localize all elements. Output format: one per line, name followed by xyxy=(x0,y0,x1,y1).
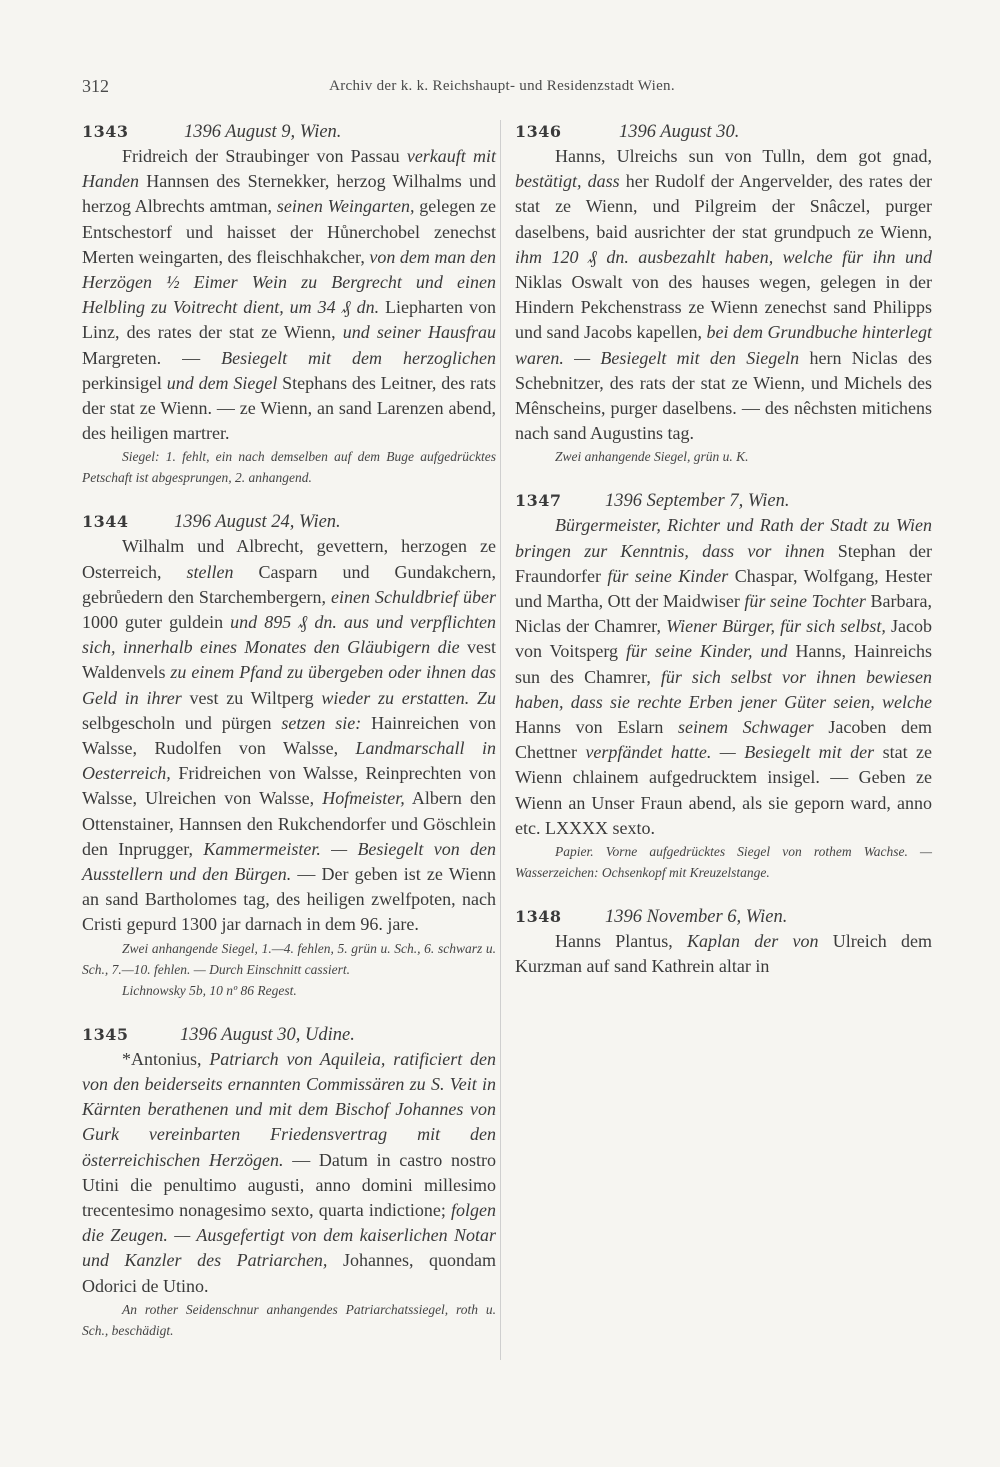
entry-date: 1396 August 30. xyxy=(619,122,740,142)
entry-number: 1345 xyxy=(82,1024,129,1044)
entry-heading xyxy=(82,120,496,144)
italic-run: von dem man den Herzögen ½ Eimer Wein zu Bergrecht und einen Helbling zu Voitrecht dient, um 34 ₰ dn. xyxy=(82,246,497,318)
italic-run: und dem Siegel xyxy=(166,372,278,393)
text-run: Chaspar, Wolfgang, Hester und Martha, Ott der Maidwiser xyxy=(515,565,933,612)
text-run: vest Waldenvels xyxy=(82,637,496,683)
italic-run: stellen xyxy=(186,561,234,582)
text-run: Liepharten von Linz, des rates der stat ze Wienn, xyxy=(82,297,496,343)
italic-run: wieder zu erstatten. Zu xyxy=(321,687,497,708)
entry-date: 1396 August 9, Wien. xyxy=(184,122,342,142)
text-run: selbgescholn und pürgen xyxy=(82,712,282,733)
italic-run: zu einem Pfand zu übergeben oder ihnen das Geld in ihrer xyxy=(82,662,496,708)
text-run: Albern den Ottenstainer, Hannsen den Rukchendorfer und Göschlein den Inprugger, xyxy=(82,788,496,859)
entry-text xyxy=(515,929,932,979)
entry-number: 1347 xyxy=(515,491,562,511)
italic-run: ihm 120 ₰ dn. ausbezahlt haben, welche für ihn und xyxy=(515,246,932,267)
italic-run: Patriarch von Aquileia, ratificiert den von den beiderseits ernannten Commissären zu S. Veit in Kärnten berathenen und mit dem Bischof Johannes von Gurk vereinbarten Friedensvertrag mit den österreichischen Herzögen. xyxy=(82,1048,496,1170)
entry-text xyxy=(82,144,496,446)
entry-number: 1348 xyxy=(515,907,562,927)
left-column xyxy=(82,120,496,1341)
text-run: Fridreich der Straubinger von Passau xyxy=(122,146,407,166)
text-run: hern Niclas des Schebnitzer, des rats der stat ze Wienn, und Michels des Mênscheins, purger daselbens. — des nêchsten mitichens nach sand Augustins tag. xyxy=(515,347,932,444)
italic-run: folgen die Zeugen. — Ausgefertigt von dem kaiserlichen Notar und Kanzler des Patriarchen, xyxy=(82,1199,496,1271)
italic-run: verkauft mit Handen xyxy=(82,146,496,192)
text-run: stat ze Wienn chlainem aufgedrucktem insigel. — Geben ze Wienn an Unser Fraun abend, als sie geporn ward, anno etc. LXXXX sexto. xyxy=(515,742,932,838)
page-number: 312 xyxy=(82,76,109,96)
entry-1343 xyxy=(82,120,496,488)
running-title: Archiv der k. k. Reichshaupt- und Residenzstadt Wien. xyxy=(329,78,675,94)
italic-run: Besiegelt mit dem herzoglichen xyxy=(221,347,496,368)
text-run: Fridreichen von Walsse, Reinprechten von Walsse, Ulreichen von Walsse, xyxy=(82,763,496,809)
page-header xyxy=(82,76,922,102)
italic-run: seinen Weingarten, xyxy=(276,196,415,217)
text-run: Hanns, Ulreichs sun von Tulln, dem got gnad, xyxy=(555,146,932,166)
entry-note: Zwei anhangende Siegel, 1.—4. fehlen, 5. grün u. Sch., 6. schwarz u. Sch., 7.—10. fehlen. — Durch Einschnitt cassiert. xyxy=(82,940,496,977)
entry-1348 xyxy=(515,905,932,979)
text-run: Ulreich dem Kurzman auf sand Kathrein altar in xyxy=(515,931,933,977)
text-run: Hannsen des Sternekker, herzog Wilhalms und herzog Albrechts amtman, xyxy=(82,171,496,217)
italic-run: Hofmeister, xyxy=(322,788,405,809)
italic-run: Landmarschall in Oesterreich, xyxy=(82,738,496,784)
text-run: Jacoben dem Chettner xyxy=(515,717,932,763)
italic-run: bestätigt, dass xyxy=(515,171,620,192)
italic-run: Bürgermeister, Richter und Rath der Stadt zu Wien bringen zur Kenntnis, dass vor ihnen xyxy=(515,515,932,561)
entry-heading xyxy=(515,489,932,513)
entry-text xyxy=(82,534,496,937)
text-run: perkinsigel xyxy=(82,372,167,393)
column-divider xyxy=(500,120,501,1360)
entry-number: 1344 xyxy=(82,512,129,532)
entry-note: An rother Seidenschnur anhangendes Patriarchatssiegel, roth u. Sch., beschädigt. xyxy=(82,1301,496,1338)
italic-run: seinem Schwager xyxy=(678,717,814,738)
entry-1345 xyxy=(82,1023,496,1341)
entry-1346 xyxy=(515,120,932,467)
text-run: Hainreichen von Walsse, Rudolfen von Walsse, xyxy=(82,712,497,759)
entry-text xyxy=(515,513,932,841)
text-run: Barbara, Niclas der Chamrer, xyxy=(515,591,932,637)
italic-run: Kammermeister. — Besiegelt von den Ausstellern und den Bürgen. xyxy=(82,838,496,885)
text-run: Stephan der Fraundorfer xyxy=(515,540,932,586)
entry-note: Zwei anhangende Siegel, grün u. K. xyxy=(555,449,749,465)
text-run: gelegen ze Entschestorf und haisset der Hůnerchobel zenechst Merten weingarten, des fleischhakcher, xyxy=(82,196,496,267)
entry-number: 1346 xyxy=(515,122,562,141)
italic-run: für seine Kinder, und xyxy=(626,641,788,662)
text-run: Casparn und Gundakchern, gebrůedern den Starchembergern, xyxy=(82,561,496,607)
right-column xyxy=(515,120,932,979)
italic-run: Wiener Bürger, für sich selbst, xyxy=(666,616,886,637)
italic-run: Kaplan der von xyxy=(687,931,819,952)
italic-run: einen Schuldbrief über xyxy=(331,586,496,607)
text-run: Stephans des Leitner, des rats der stat ze Wienn. — ze Wienn, an sand Larenzen abend, des heiligen martrer. xyxy=(82,372,496,444)
text-run: *Antonius, xyxy=(122,1048,210,1069)
entry-note: Papier. Vorne aufgedrücktes Siegel von rothem Wachse. — Wasserzeichen: Ochsenkopf mit Kreuzelstange. xyxy=(515,844,932,881)
text-run: Niklas Oswalt von des hauses wegen, gelegen in der Hindern Pekchenstrass ze Wienn zenechst sand Philipps und sand Jacobs kapellen, xyxy=(515,272,932,343)
italic-run: für seine Tochter xyxy=(744,591,866,612)
entry-date: 1396 August 30, Udine. xyxy=(180,1024,355,1045)
entry-date: 1396 November 6, Wien. xyxy=(605,907,788,928)
text-run: 1000 guter guldein xyxy=(82,612,231,633)
entry-text xyxy=(82,1047,496,1299)
text-run: Jacob von Voitsperg xyxy=(515,616,932,662)
entry-note: Siegel: 1. fehlt, ein nach demselben auf dem Buge aufgedrücktes Petschaft ist abgesprungen, 2. anhangend. xyxy=(82,449,496,486)
entry-text xyxy=(515,144,932,446)
text-run: — Der geben ist ze Wienn an sand Bartholomes tag, des heiligen zwelfpoten, nach Cristi gepurd 1300 jar darnach in dem 96. jare. xyxy=(82,864,496,935)
entry-date: 1396 September 7, Wien. xyxy=(605,491,790,512)
entry-heading xyxy=(82,1023,496,1047)
text-run: Hanns, Hainreichs sun des Chamrer, xyxy=(515,641,932,687)
text-run: Hanns von Eslarn xyxy=(515,717,679,738)
text-run: Hanns Plantus, xyxy=(555,931,688,952)
entry-date: 1396 August 24, Wien. xyxy=(174,512,341,533)
text-run: Wilhalm und Albrecht, gevettern, herzogen ze Osterreich, xyxy=(82,536,496,582)
italic-run: für sich selbst vor ihnen bewiesen haben, dass sie rechte Erben jener Güter seien, welche xyxy=(515,666,932,712)
entry-heading xyxy=(82,510,496,534)
entry-number: 1343 xyxy=(82,122,129,141)
italic-run: verpfändet hatte. — Besiegelt mit der xyxy=(585,742,875,763)
entry-note: Lichnowsky 5b, 10 nº 86 Regest. xyxy=(122,982,297,998)
entry-heading xyxy=(515,120,932,144)
text-run: vest zu Wiltperg xyxy=(181,687,322,708)
italic-run: und seiner Hausfrau xyxy=(342,322,497,343)
italic-run: setzen sie: xyxy=(281,712,362,733)
text-run: Margreten. — xyxy=(82,347,222,368)
entry-1347 xyxy=(515,489,932,883)
text-run: Johannes, quondam Odorici de Utino. xyxy=(82,1250,496,1296)
text-run: — Datum in castro nostro Utini die penultimo augusti, anno domini millesimo trecentesimo nonagesimo sexto, quarta indictione; xyxy=(82,1149,496,1220)
text-run: her Rudolf der Angervelder, des rates der stat ze Wienn, und Pilgreim der Snâczel, purger daselbens, baid ausrichter der stat grundpuch ze Wienn, xyxy=(515,171,932,242)
entry-1344 xyxy=(82,510,496,1000)
italic-run: und 895 ₰ dn. aus und verpflichten sich, innerhalb eines Monates den Gläubigern die xyxy=(82,612,496,658)
italic-run: für seine Kinder xyxy=(607,565,729,586)
italic-run: bei dem Grundbuche hinterlegt waren. — Besiegelt mit den Siegeln xyxy=(515,322,933,368)
entry-heading xyxy=(515,905,932,929)
